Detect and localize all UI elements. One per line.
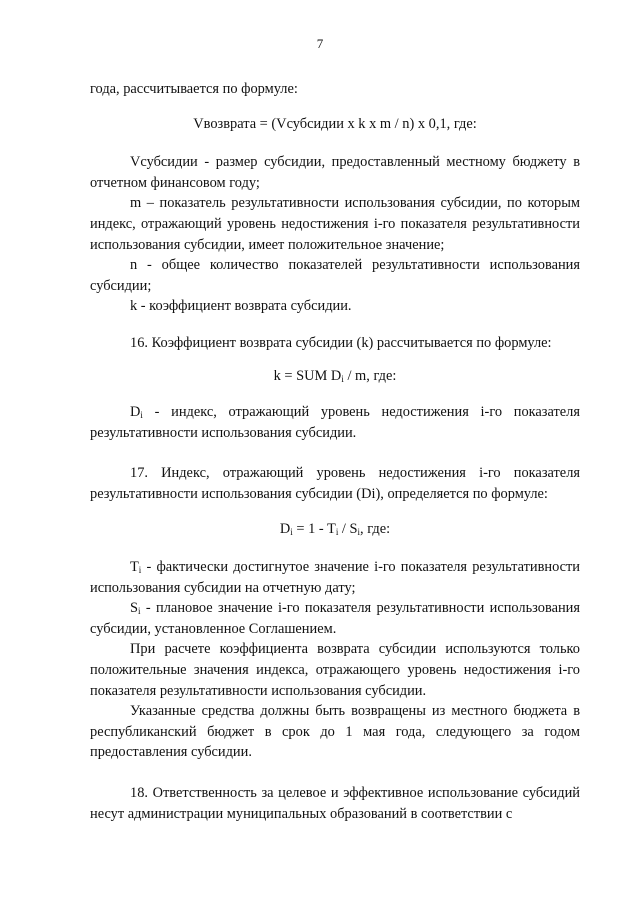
definition-k: k - коэффициент возврата субсидии. (130, 298, 352, 315)
item-18: 18. Ответственность за целевое и эффективное использование субсидий несут администрации муниципальных образований в соответствии с (90, 785, 580, 822)
note-return-deadline: Указанные средства должны быть возвращены из местного бюджета в республиканский бюджет в срок до 1 мая года, следующего за годом предоставления субсидии. (90, 703, 580, 761)
page-number: 7 (316, 36, 324, 51)
definition-ti: $T_i$ - фактически достигнутое значение i-го показателя результативности использования субсидии на отчетную дату; (90, 559, 580, 596)
definition-di: $D_i$ - индекс, отражающий уровень недостижения i-го показателя результативности использования субсидии. (90, 404, 580, 441)
item-17: 17. Индекс, отражающий уровень недостижения i-го показателя результативности использования субсидии (Di), определяется по формуле: (90, 465, 580, 502)
paragraph-intro: года, рассчитывается по формуле: (90, 81, 298, 97)
formula-return-volume: Vвозврата = (Vсубсидии x k x m / n) x 0,1, где: (193, 115, 477, 132)
definition-n: n - общее количество показателей результативности использования субсидии; (90, 257, 580, 294)
definition-m: m – показатель результативности использования субсидии, по которым индекс, отражающий уровень недостижения i-го показателя результативности использования субсидии, имеет положительное значение; (90, 195, 580, 253)
formula-k: k = SUM $D_i$ / m, где: (273, 367, 397, 384)
definition-si: $S_i$ - плановое значение i-го показателя результативности использования субсидии, установленное Соглашением. (90, 600, 580, 637)
definition-v-subsidy: Vсубсидии - размер субсидии, предоставленный местному бюджету в отчетном финансовом году; (90, 154, 580, 191)
note-positive-values: При расчете коэффициента возврата субсидии используются только положительные значения индекса, отражающего уровень недостижения i-го показателя результативности использования субсидии. (90, 641, 580, 699)
formula-di: $D_i = 1 - T_i / S_i$, где: (279, 520, 391, 537)
document-body (90, 79, 580, 824)
item-16: 16. Коэффициент возврата субсидии (k) рассчитывается по формуле: (130, 334, 552, 351)
